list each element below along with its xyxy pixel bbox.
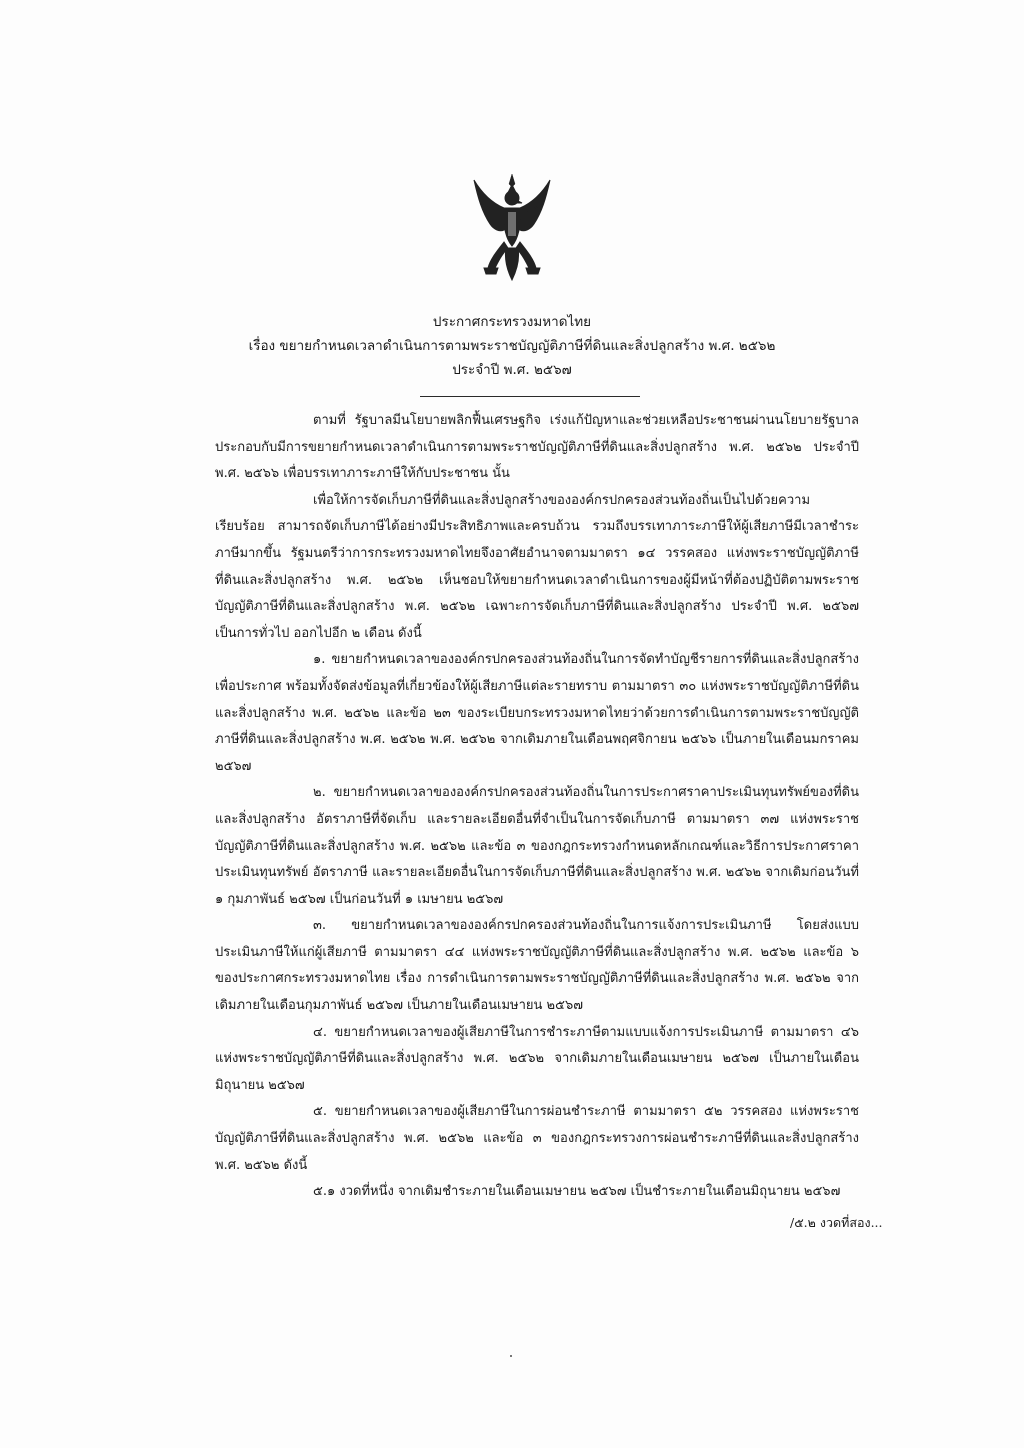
paragraph-item-5-1: ๕.๑ งวดที่หนึ่ง จากเดิมชำระภายในเดือนเมษายน ๒๕๖๗ เป็นชำระภายในเดือนมิถุนายน ๒๕๖๗ [313, 1184, 841, 1200]
paragraph-item-3: ๓. ขยายกำหนดเวลาขององค์กรปกครองส่วนท้องถิ่นในการแจ้งการประเมินภาษี โดยส่งแบบประเมินภาษีให้แก่ผู้เสียภาษี ตามมาตรา ๔๔ แห่งพระราชบัญญัติภาษีที่ดินและสิ่งปลูกสร้าง พ.ศ. ๒๕๖๒ และข้อ ๖ ของประกาศกระทรวงมหาดไทย เรื่อง การดำเนินการตามพระราชบัญญัติภาษีที่ดินและสิ่งปลูกสร้าง พ.ศ. ๒๕๖๒ จากเดิมภายในเดือนกุมภาพันธ์ ๒๕๖๗ เป็นภายในเดือนเมษายน ๒๕๖๗ [215, 918, 859, 1014]
document-header [0, 310, 1024, 382]
paragraph-item-4: ๔. ขยายกำหนดเวลาของผู้เสียภาษีในการชำระภาษีตามแบบแจ้งการประเมินภาษี ตามมาตรา ๔๖ แห่งพระราชบัญญัติภาษีที่ดินและสิ่งปลูกสร้าง พ.ศ. ๒๕๖๒ จากเดิมภายในเดือนเมษายน ๒๕๖๗ เป็นภายในเดือนมิถุนายน ๒๕๖๗ [215, 1024, 859, 1093]
document-subject: เรื่อง ขยายกำหนดเวลาดำเนินการตามพระราชบัญญัติภาษีที่ดินและสิ่งปลูกสร้าง พ.ศ. ๒๕๖๒ [248, 338, 776, 354]
document-year: ประจำปี พ.ศ. ๒๕๖๗ [452, 362, 572, 378]
paragraph-intro: ตามที่ รัฐบาลมีนโยบายพลิกฟื้นเศรษฐกิจ เร่งแก้ปัญหาและช่วยเหลือประชาชนผ่านนโยบายรัฐบาล ประกอบกับมีการขยายกำหนดเวลาดำเนินการตามพระราชบัญญัติภาษีที่ดินและสิ่งปลูกสร้าง พ.ศ. ๒๕๖๒ ประจำปี พ.ศ. ๒๕๖๖ เพื่อบรรเทาภาระภาษีให้กับประชาชน นั้น [215, 413, 859, 482]
paragraph-item-2: ๒. ขยายกำหนดเวลาขององค์กรปกครองส่วนท้องถิ่นในการประกาศราคาประเมินทุนทรัพย์ของที่ดินและสิ่งปลูกสร้าง อัตราภาษีที่จัดเก็บ และรายละเอียดอื่นที่จำเป็นในการจัดเก็บภาษี ตามมาตรา ๓๗ แห่งพระราชบัญญัติภาษีที่ดินและสิ่งปลูกสร้าง พ.ศ. ๒๕๖๒ และข้อ ๓ ของกฎกระทรวงกำหนดหลักเกณฑ์และวิธีการประกาศราคาประเมินทุนทรัพย์ อัตราภาษี และรายละเอียดอื่นในการจัดเก็บภาษีที่ดินและสิ่งปลูกสร้าง พ.ศ. ๒๕๖๒ จากเดิมก่อนวันที่ ๑ กุมภาพันธ์ ๒๕๖๗ เป็นก่อนวันที่ ๑ เมษายน ๒๕๖๗ [215, 785, 859, 907]
document-title: ประกาศกระทรวงมหาดไทย [432, 314, 592, 330]
paragraph-item-1: ๑. ขยายกำหนดเวลาขององค์กรปกครองส่วนท้องถิ่นในการจัดทำบัญชีรายการที่ดินและสิ่งปลูกสร้างเพื่อประกาศ พร้อมทั้งจัดส่งข้อมูลที่เกี่ยวข้องให้ผู้เสียภาษีแต่ละรายทราบ ตามมาตรา ๓๐ แห่งพระราชบัญญัติภาษีที่ดินและสิ่งปลูกสร้าง พ.ศ. ๒๕๖๒ และข้อ ๒๓ ของระเบียบกระทรวงมหาดไทยว่าด้วยการดำเนินการตามพระราชบัญญัติภาษีที่ดินและสิ่งปลูกสร้าง พ.ศ. ๒๕๖๒ พ.ศ. ๒๕๖๒ จากเดิมภายในเดือนพฤศจิกายน ๒๕๖๖ เป็นภายในเดือนมกราคม ๒๕๖๗ [215, 652, 859, 774]
paragraph-purpose: เพื่อให้การจัดเก็บภาษีที่ดินและสิ่งปลูกสร้างขององค์กรปกครองส่วนท้องถิ่นเป็นไปด้วยความเรียบร้อย สามารถจัดเก็บภาษีได้อย่างมีประสิทธิภาพและครบถ้วน รวมถึงบรรเทาภาระภาษีให้ผู้เสียภาษีมีเวลาชำระภาษีมากขึ้น รัฐมนตรีว่าการกระทรวงมหาดไทยจึงอาศัยอำนาจตามมาตรา ๑๔ วรรคสอง แห่งพระราชบัญญัติภาษีที่ดินและสิ่งปลูกสร้าง พ.ศ. ๒๕๖๒ เห็นชอบให้ขยายกำหนดเวลาดำเนินการของผู้มีหน้าที่ต้องปฏิบัติตามพระราชบัญญัติภาษีที่ดินและสิ่งปลูกสร้าง พ.ศ. ๒๕๖๒ เฉพาะการจัดเก็บภาษีที่ดินและสิ่งปลูกสร้าง ประจำปี พ.ศ. ๒๕๖๗ เป็นการทั่วไป ออกไปอีก ๒ เดือน ดังนี้ [215, 492, 859, 641]
document-body [215, 408, 859, 1206]
continuation-note: /๕.๒ งวดที่สอง... [790, 1215, 883, 1230]
page-speck [510, 1355, 512, 1357]
header-divider [420, 396, 640, 397]
garuda-emblem-icon [470, 172, 554, 284]
paragraph-item-5: ๕. ขยายกำหนดเวลาของผู้เสียภาษีในการผ่อนชำระภาษี ตามมาตรา ๕๒ วรรคสอง แห่งพระราชบัญญัติภาษีที่ดินและสิ่งปลูกสร้าง พ.ศ. ๒๕๖๒ และข้อ ๓ ของกฎกระทรวงการผ่อนชำระภาษีที่ดินและสิ่งปลูกสร้าง พ.ศ. ๒๕๖๒ ดังนี้ [215, 1104, 859, 1173]
